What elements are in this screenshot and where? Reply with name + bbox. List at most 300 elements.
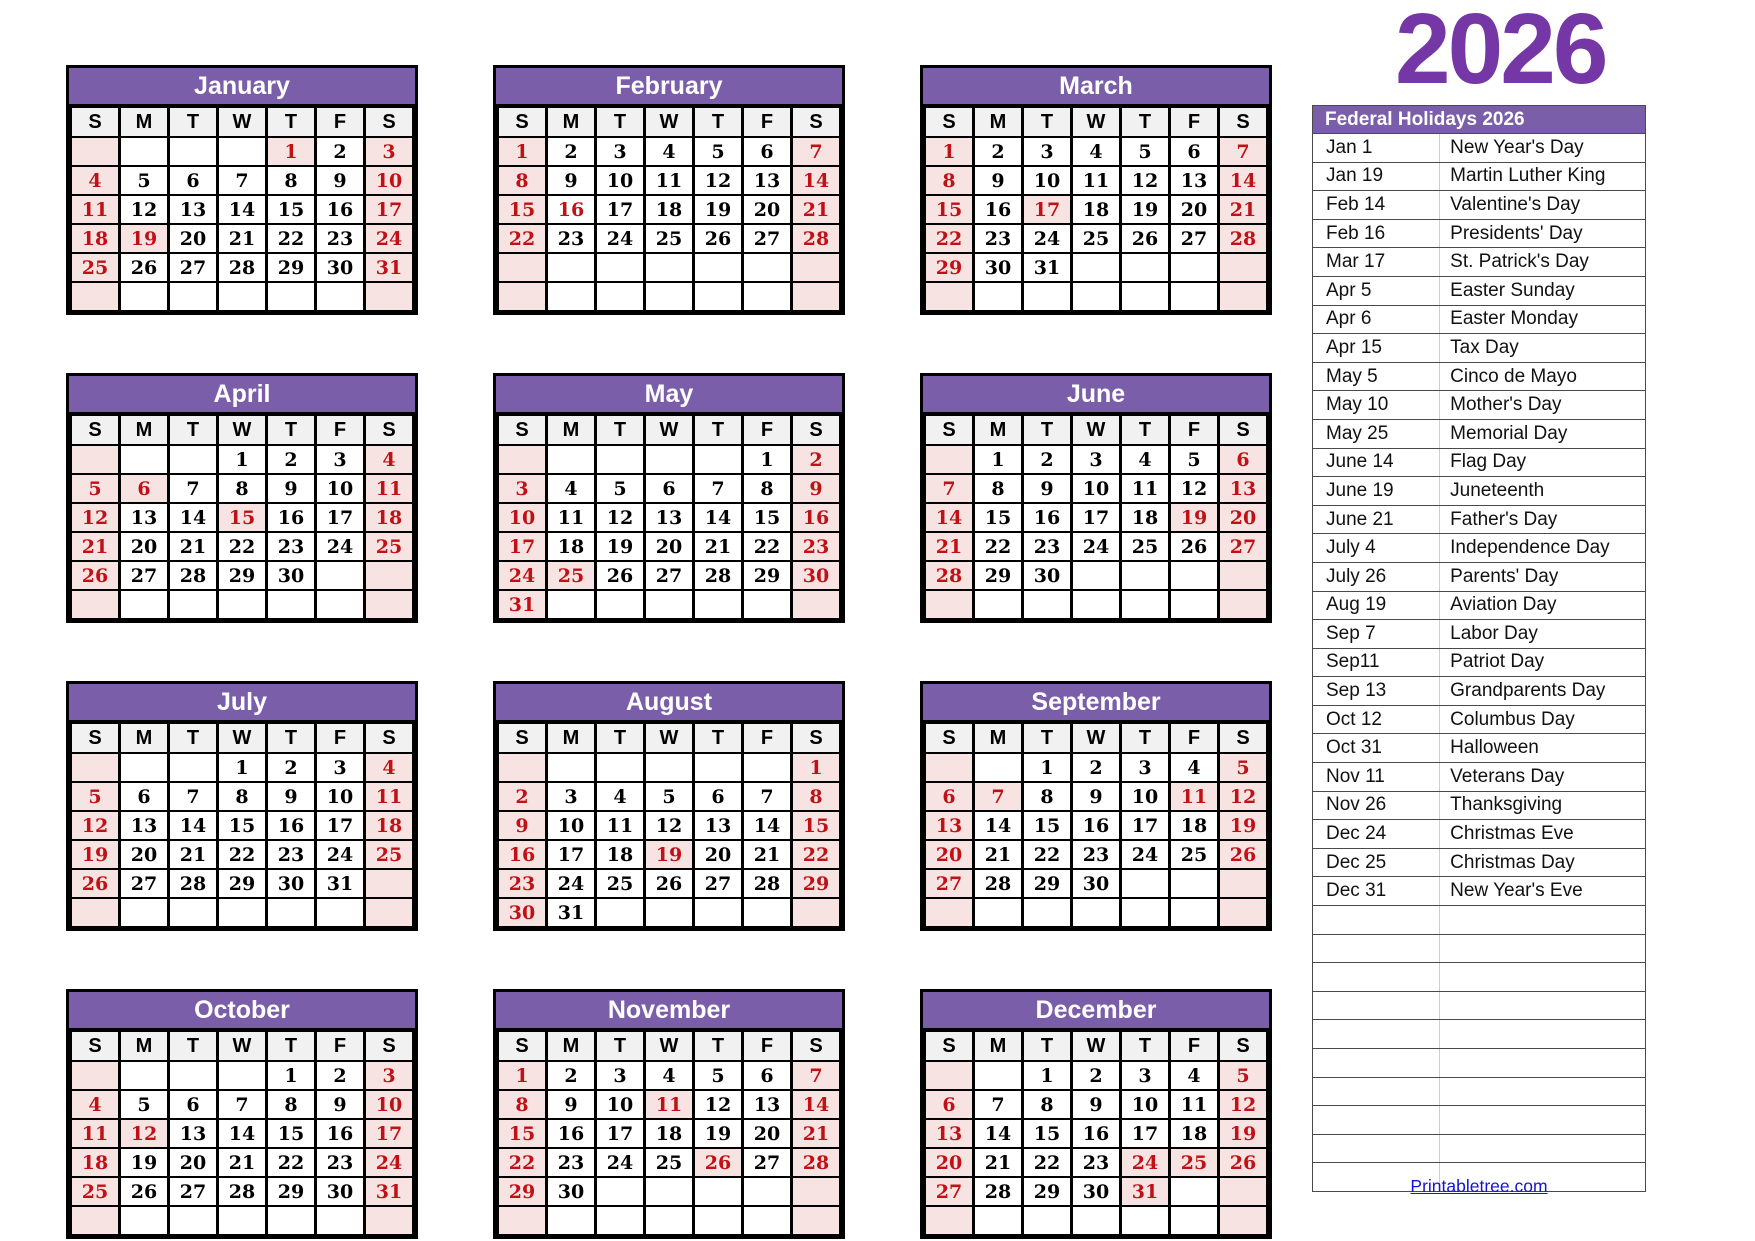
day-cell (316, 282, 365, 311)
day-cell: 8 (1023, 782, 1072, 811)
holiday-name: Martin Luther King (1439, 163, 1645, 191)
day-cell: 19 (1121, 195, 1170, 224)
day-cell: 28 (169, 561, 218, 590)
holiday-name: Father's Day (1439, 506, 1645, 534)
day-cell: 20 (925, 1148, 974, 1177)
day-header: T (169, 1031, 218, 1061)
day-cell: 21 (169, 840, 218, 869)
day-cell (547, 282, 596, 311)
day-header: S (71, 723, 120, 753)
day-header: F (743, 415, 792, 445)
day-cell: 25 (365, 840, 414, 869)
holiday-name: Patriot Day (1439, 649, 1645, 677)
day-cell: 27 (169, 1177, 218, 1206)
holiday-name: Parents' Day (1439, 563, 1645, 591)
day-cell: 12 (694, 166, 743, 195)
day-cell (365, 898, 414, 927)
day-cell: 3 (316, 445, 365, 474)
day-cell (1170, 1177, 1219, 1206)
day-cell: 31 (365, 1177, 414, 1206)
day-cell: 6 (169, 166, 218, 195)
day-cell: 24 (365, 1148, 414, 1177)
day-cell: 17 (1121, 1119, 1170, 1148)
day-cell (925, 1206, 974, 1235)
day-cell: 9 (547, 166, 596, 195)
day-cell: 30 (974, 253, 1023, 282)
day-cell: 13 (743, 1090, 792, 1119)
day-header: T (694, 415, 743, 445)
day-cell: 21 (169, 532, 218, 561)
day-cell: 15 (974, 503, 1023, 532)
day-header: S (792, 723, 841, 753)
day-header: F (743, 1031, 792, 1061)
day-header: F (1170, 107, 1219, 137)
day-cell (267, 1206, 316, 1235)
holiday-date: Apr 15 (1326, 336, 1382, 358)
day-cell: 30 (267, 561, 316, 590)
day-cell: 15 (218, 811, 267, 840)
day-cell: 13 (120, 503, 169, 532)
day-cell: 17 (1072, 503, 1121, 532)
day-header: T (596, 107, 645, 137)
day-cell: 4 (365, 753, 414, 782)
day-cell (547, 753, 596, 782)
day-cell: 14 (925, 503, 974, 532)
printabletree-link[interactable]: Printabletree.com (1410, 1176, 1548, 1196)
day-cell: 24 (316, 532, 365, 561)
day-cell (1023, 898, 1072, 927)
holiday-date: Dec 31 (1326, 880, 1387, 902)
day-cell (169, 282, 218, 311)
day-cell: 31 (498, 590, 547, 619)
day-header: T (1121, 1031, 1170, 1061)
day-cell: 24 (1072, 532, 1121, 561)
day-cell (498, 753, 547, 782)
day-cell (645, 253, 694, 282)
day-cell: 23 (267, 532, 316, 561)
day-cell: 7 (169, 474, 218, 503)
month-title: September (923, 684, 1269, 722)
day-cell (694, 445, 743, 474)
day-cell: 2 (547, 137, 596, 166)
holiday-name: New Year's Day (1439, 134, 1645, 162)
holiday-date: May 10 (1326, 394, 1389, 416)
day-cell (1219, 253, 1268, 282)
day-cell: 25 (1121, 532, 1170, 561)
day-cell: 27 (645, 561, 694, 590)
holiday-date: Mar 17 (1326, 251, 1386, 273)
day-cell: 28 (974, 1177, 1023, 1206)
day-cell: 14 (218, 195, 267, 224)
holiday-row (1313, 963, 1645, 992)
day-cell: 4 (1170, 1061, 1219, 1090)
holiday-date: June 21 (1326, 508, 1394, 530)
day-cell (694, 282, 743, 311)
day-header: T (267, 723, 316, 753)
day-cell: 30 (792, 561, 841, 590)
day-cell: 26 (120, 1177, 169, 1206)
day-cell: 18 (71, 224, 120, 253)
day-cell: 7 (694, 474, 743, 503)
holiday-row (1313, 734, 1645, 763)
day-cell (974, 1206, 1023, 1235)
day-cell: 28 (169, 869, 218, 898)
day-cell (365, 282, 414, 311)
day-cell (218, 1206, 267, 1235)
holiday-row (1313, 620, 1645, 649)
day-cell: 11 (1072, 166, 1121, 195)
day-header: T (694, 1031, 743, 1061)
holiday-name: Christmas Eve (1439, 820, 1645, 848)
day-cell (1023, 282, 1072, 311)
day-header: T (1121, 107, 1170, 137)
day-cell: 21 (218, 1148, 267, 1177)
day-cell (596, 590, 645, 619)
day-header: S (498, 1031, 547, 1061)
day-cell: 14 (743, 811, 792, 840)
day-cell: 16 (498, 840, 547, 869)
day-cell: 6 (743, 1061, 792, 1090)
day-cell (925, 445, 974, 474)
holiday-name: Veterans Day (1439, 763, 1645, 791)
day-cell (1170, 898, 1219, 927)
holiday-name: Valentine's Day (1439, 191, 1645, 219)
day-cell: 8 (743, 474, 792, 503)
day-cell (547, 253, 596, 282)
day-cell: 8 (218, 782, 267, 811)
day-cell: 3 (596, 1061, 645, 1090)
month-september (920, 681, 1272, 931)
day-cell: 17 (596, 1119, 645, 1148)
month-title: April (69, 376, 415, 414)
day-cell: 16 (316, 195, 365, 224)
day-cell: 4 (71, 166, 120, 195)
day-cell: 4 (1170, 753, 1219, 782)
day-cell: 13 (120, 811, 169, 840)
day-cell (547, 590, 596, 619)
day-cell: 12 (694, 1090, 743, 1119)
day-cell: 8 (267, 166, 316, 195)
month-january (66, 65, 418, 315)
day-cell: 2 (498, 782, 547, 811)
day-cell: 4 (71, 1090, 120, 1119)
day-cell (1170, 561, 1219, 590)
day-cell: 22 (1023, 840, 1072, 869)
day-cell (596, 282, 645, 311)
day-cell: 15 (498, 195, 547, 224)
day-header: W (1072, 1031, 1121, 1061)
day-cell: 3 (316, 753, 365, 782)
day-cell: 25 (1170, 840, 1219, 869)
day-cell: 23 (792, 532, 841, 561)
day-header: M (120, 107, 169, 137)
day-cell (498, 253, 547, 282)
month-grid (496, 414, 842, 620)
day-cell: 29 (218, 869, 267, 898)
day-header: S (365, 723, 414, 753)
day-cell (1072, 253, 1121, 282)
day-cell (120, 137, 169, 166)
holiday-name (1439, 1106, 1645, 1134)
day-cell (1023, 590, 1072, 619)
day-cell: 24 (596, 224, 645, 253)
day-cell (792, 1177, 841, 1206)
holiday-date: Sep 13 (1326, 680, 1387, 702)
day-cell: 15 (1023, 1119, 1072, 1148)
day-cell: 18 (596, 840, 645, 869)
holiday-row (1313, 677, 1645, 706)
day-cell: 30 (1023, 561, 1072, 590)
day-header: T (1023, 415, 1072, 445)
day-header: S (365, 1031, 414, 1061)
day-cell: 2 (316, 1061, 365, 1090)
holiday-name: Juneteenth (1439, 477, 1645, 505)
day-cell: 11 (1170, 1090, 1219, 1119)
day-cell: 13 (169, 1119, 218, 1148)
day-cell: 5 (1121, 137, 1170, 166)
day-cell: 29 (498, 1177, 547, 1206)
day-cell (1170, 282, 1219, 311)
day-cell: 24 (1023, 224, 1072, 253)
holiday-name: Halloween (1439, 734, 1645, 762)
day-cell: 20 (694, 840, 743, 869)
holiday-row (1313, 220, 1645, 249)
day-header: T (1023, 723, 1072, 753)
day-cell: 9 (316, 1090, 365, 1119)
day-cell: 17 (365, 1119, 414, 1148)
day-cell: 1 (218, 445, 267, 474)
day-cell (120, 898, 169, 927)
day-cell (218, 137, 267, 166)
holiday-row (1313, 248, 1645, 277)
day-cell: 9 (1072, 782, 1121, 811)
holiday-row (1313, 563, 1645, 592)
day-cell: 14 (1219, 166, 1268, 195)
month-title: March (923, 68, 1269, 106)
month-title: November (496, 992, 842, 1030)
day-header: S (71, 415, 120, 445)
holiday-row (1313, 849, 1645, 878)
day-cell: 5 (120, 166, 169, 195)
holiday-date: Nov 11 (1326, 765, 1385, 787)
day-cell (1023, 1206, 1072, 1235)
day-cell: 19 (120, 1148, 169, 1177)
day-cell: 12 (71, 811, 120, 840)
holiday-row (1313, 277, 1645, 306)
day-header: T (596, 723, 645, 753)
day-cell: 23 (498, 869, 547, 898)
day-cell (1121, 561, 1170, 590)
day-cell: 12 (1219, 782, 1268, 811)
day-header: W (1072, 723, 1121, 753)
month-title: May (496, 376, 842, 414)
day-header: M (974, 1031, 1023, 1061)
day-cell: 25 (365, 532, 414, 561)
holiday-row (1313, 935, 1645, 964)
day-cell (365, 1206, 414, 1235)
day-cell: 29 (925, 253, 974, 282)
day-cell (645, 753, 694, 782)
holiday-date: Jan 1 (1326, 136, 1373, 158)
day-cell (169, 590, 218, 619)
month-may (493, 373, 845, 623)
day-cell: 29 (792, 869, 841, 898)
day-cell: 8 (498, 1090, 547, 1119)
day-cell (596, 898, 645, 927)
holiday-row (1313, 420, 1645, 449)
day-cell: 1 (498, 1061, 547, 1090)
day-cell (792, 898, 841, 927)
day-cell: 15 (498, 1119, 547, 1148)
day-cell: 1 (925, 137, 974, 166)
day-header: T (596, 1031, 645, 1061)
day-cell (694, 590, 743, 619)
holiday-name: Labor Day (1439, 620, 1645, 648)
day-cell (316, 1206, 365, 1235)
day-cell: 28 (792, 1148, 841, 1177)
holiday-row (1313, 534, 1645, 563)
day-cell (792, 590, 841, 619)
day-cell: 21 (925, 532, 974, 561)
month-february (493, 65, 845, 315)
day-cell: 23 (1023, 532, 1072, 561)
day-cell: 28 (792, 224, 841, 253)
day-cell: 18 (365, 503, 414, 532)
month-august (493, 681, 845, 931)
day-cell: 27 (925, 1177, 974, 1206)
holiday-name: Flag Day (1439, 449, 1645, 477)
day-cell: 2 (1072, 753, 1121, 782)
day-cell (925, 282, 974, 311)
day-cell (1170, 1206, 1219, 1235)
day-cell: 8 (792, 782, 841, 811)
day-cell: 3 (596, 137, 645, 166)
day-cell (120, 282, 169, 311)
day-cell (925, 1061, 974, 1090)
day-cell: 4 (645, 137, 694, 166)
day-cell (645, 282, 694, 311)
day-header: T (694, 723, 743, 753)
month-title: August (496, 684, 842, 722)
holiday-name: Easter Sunday (1439, 277, 1645, 305)
day-cell: 20 (169, 224, 218, 253)
day-cell: 10 (596, 166, 645, 195)
day-cell: 21 (974, 840, 1023, 869)
holiday-row (1313, 992, 1645, 1021)
day-cell: 1 (498, 137, 547, 166)
day-cell (743, 590, 792, 619)
holiday-name: Aviation Day (1439, 592, 1645, 620)
day-cell: 22 (498, 1148, 547, 1177)
day-cell: 31 (1121, 1177, 1170, 1206)
day-cell: 3 (1023, 137, 1072, 166)
day-cell: 25 (547, 561, 596, 590)
day-header: M (120, 415, 169, 445)
day-cell: 27 (1170, 224, 1219, 253)
day-cell: 14 (792, 166, 841, 195)
holiday-date: July 26 (1326, 565, 1387, 587)
month-grid (69, 414, 415, 620)
day-cell: 5 (1219, 1061, 1268, 1090)
day-cell: 24 (498, 561, 547, 590)
day-cell: 29 (743, 561, 792, 590)
day-header: S (925, 415, 974, 445)
day-cell: 3 (1121, 1061, 1170, 1090)
day-cell: 25 (596, 869, 645, 898)
day-cell: 9 (547, 1090, 596, 1119)
day-cell: 14 (169, 811, 218, 840)
day-header: F (316, 723, 365, 753)
day-cell: 13 (925, 1119, 974, 1148)
day-cell (743, 1206, 792, 1235)
day-cell: 29 (1023, 869, 1072, 898)
day-cell: 15 (1023, 811, 1072, 840)
month-title: January (69, 68, 415, 106)
holiday-row (1313, 477, 1645, 506)
day-cell: 17 (1023, 195, 1072, 224)
day-header: S (792, 415, 841, 445)
day-cell: 2 (316, 137, 365, 166)
day-cell (792, 282, 841, 311)
holiday-date: May 5 (1326, 365, 1378, 387)
day-cell: 9 (1072, 1090, 1121, 1119)
holiday-date: Oct 31 (1326, 737, 1382, 759)
day-cell (1072, 1206, 1121, 1235)
holiday-name (1439, 1078, 1645, 1106)
day-cell: 30 (1072, 869, 1121, 898)
day-cell: 17 (547, 840, 596, 869)
day-cell (267, 590, 316, 619)
day-cell: 3 (498, 474, 547, 503)
holiday-name: Thanksgiving (1439, 792, 1645, 820)
holiday-row (1313, 792, 1645, 821)
day-cell: 17 (498, 532, 547, 561)
holiday-name: Memorial Day (1439, 420, 1645, 448)
day-cell (974, 753, 1023, 782)
holiday-date: Nov 26 (1326, 794, 1387, 816)
month-july (66, 681, 418, 931)
day-cell: 29 (218, 561, 267, 590)
day-cell: 8 (498, 166, 547, 195)
day-cell: 22 (218, 840, 267, 869)
day-cell (71, 445, 120, 474)
day-cell (1219, 869, 1268, 898)
holiday-name: Columbus Day (1439, 706, 1645, 734)
day-cell: 3 (365, 137, 414, 166)
day-cell: 23 (547, 224, 596, 253)
day-cell: 2 (547, 1061, 596, 1090)
day-cell: 16 (1072, 1119, 1121, 1148)
day-cell: 19 (1170, 503, 1219, 532)
day-cell: 9 (974, 166, 1023, 195)
day-cell: 10 (1121, 782, 1170, 811)
day-cell (645, 445, 694, 474)
day-cell: 22 (974, 532, 1023, 561)
day-cell (1121, 869, 1170, 898)
holiday-name (1439, 992, 1645, 1020)
day-cell: 2 (1072, 1061, 1121, 1090)
day-cell: 9 (1023, 474, 1072, 503)
day-cell (547, 445, 596, 474)
day-cell: 18 (71, 1148, 120, 1177)
day-cell: 4 (547, 474, 596, 503)
day-header: T (694, 107, 743, 137)
day-header: S (365, 107, 414, 137)
day-cell: 14 (169, 503, 218, 532)
day-cell: 11 (365, 782, 414, 811)
day-cell: 19 (1219, 1119, 1268, 1148)
day-cell: 22 (792, 840, 841, 869)
